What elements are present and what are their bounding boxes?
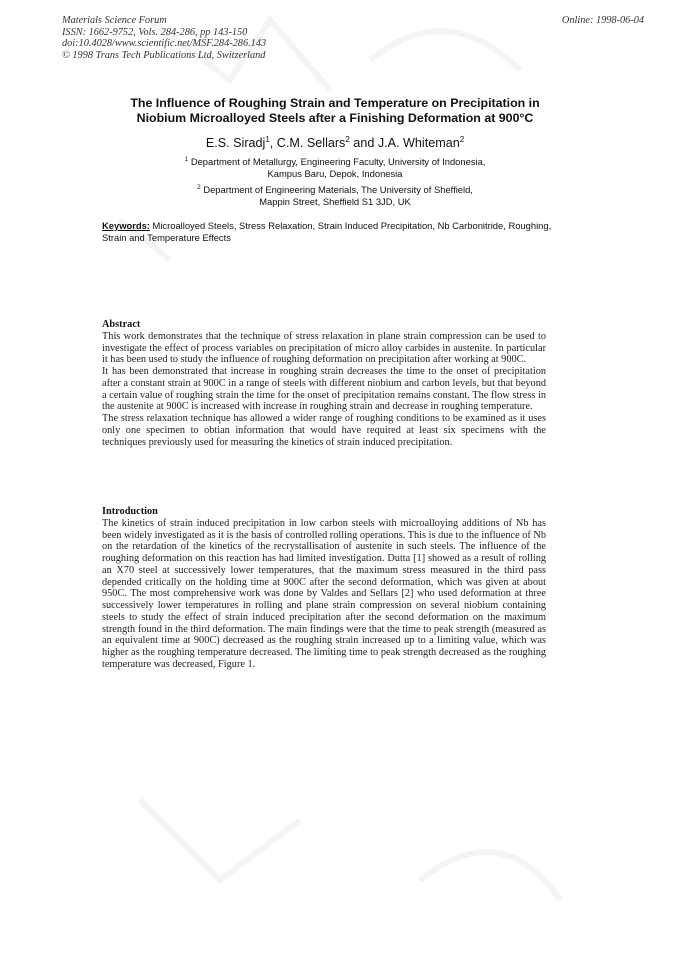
abstract-paragraph: The stress relaxation technique has allowed a wider range of roughing conditions to be examined as it uses only one specimen to obtian information that would have required at least six specimens with the techniques previously used for measuring the kinetics of strain induced precipitation. xyxy=(102,413,546,448)
abstract-section xyxy=(102,319,546,448)
affiliation-mark: 1 xyxy=(184,156,189,163)
author-separator: , xyxy=(269,136,277,150)
author-list xyxy=(60,136,610,151)
author-1: E.S. Siradj xyxy=(205,136,266,150)
author-1-affiliation-mark: 1 xyxy=(265,135,270,144)
affiliation-line: Department of Metallurgy, Engineering Faculty, University of Indonesia, xyxy=(188,156,486,167)
keywords-block xyxy=(102,220,554,244)
publication-header xyxy=(62,15,266,61)
abstract-paragraph: This work demonstrates that the technique of stress relaxation in plane strain compression can be used to investigate the effect of process variables on precipitation of micro alloy carbides in austenite. In particular it has been used to study the influence of roughing deformation on precipitation after working at 900C. xyxy=(102,330,546,366)
author-3: J.A. Whiteman xyxy=(377,136,460,150)
journal-name: Materials Science Forum xyxy=(62,15,167,26)
abstract-paragraph: It has been demonstrated that increase in roughing strain decreases the time to the onset of precipitation after a constant strain at 900C in a range of steels with different niobium and carbon levels, but that beyond a certain value of roughing strain the time for the onset of precipitation remains constant. The flow stress in the austenite at 900C is increased with increase in roughing strain and decrease in roughing temperature. xyxy=(102,366,546,413)
author-3-affiliation-mark: 2 xyxy=(459,135,465,144)
affiliation-line: Mappin Street, Sheffield S1 3JD, UK xyxy=(259,195,411,207)
title-line-2: Niobium Microalloyed Steels after a Finishing Deformation at 900°C xyxy=(136,111,534,125)
affiliation-mark: 2 xyxy=(197,184,201,191)
doi-link[interactable]: doi:10.4028/www.scientific.net/MSF.284-286.143 xyxy=(62,38,267,50)
online-date: Online: 1998-06-04 xyxy=(561,15,644,26)
author-2: C.M. Sellars xyxy=(276,136,346,150)
introduction-section xyxy=(102,506,546,671)
author-separator: and xyxy=(349,136,378,150)
copyright-line: © 1998 Trans Tech Publications Ltd, Switzerland xyxy=(62,49,266,61)
author-2-affiliation-mark: 2 xyxy=(345,135,350,144)
affiliation-line: Department of Engineering Materials, The University of Sheffield, xyxy=(200,184,473,195)
introduction-heading: Introduction xyxy=(102,506,158,517)
introduction-paragraph: The kinetics of strain induced precipitation in low carbon steels with microalloying additions of Nb has been widely investigated as it is the basis of controlled rolling operations. This is due to the influence of Nb on the retardation of the kinetics of the recrystallisation of austenite in such steels. The influence of the roughing deformation on this reaction has had limited investigation. Dutta [1] showed as a result of rolling an X70 steel at successively lower temperatures, that the maximum stress measured in the third pass depended critically on the holding time at 900C after the second deformation, which was given at about 950C. The most comprehensive work was done by Valdes and Sellars [2] who used deformation at three successively lower temperatures in rolling and plane strain compression on several niobium containing steels to study the effect of strain induced precipitation after the second deformation on the maximum strength found in the third deformation. The main findings were that the time to peak strength (measured as an equivalent time at 900C) decreased as the roughing strain increased up to a limiting value, which was higher as the roughing temperature decreased. The limiting time to peak strength decreased as the roughing temperature was decreased, Figure 1. xyxy=(102,517,546,670)
keywords-label: Keywords: xyxy=(102,220,150,231)
title-line-1: The Influence of Roughing Strain and Temperature on Precipitation in xyxy=(130,96,540,110)
abstract-heading: Abstract xyxy=(102,319,141,330)
affiliation-2 xyxy=(60,184,610,207)
keywords-text: Microalloyed Steels, Stress Relaxation, Strain Induced Precipitation, Nb Carbonitride, Roughing, Strain and Temperature Effects xyxy=(102,220,552,243)
issn-line: ISSN: 1662-9752, Vols. 284-286, pp 143-150 xyxy=(62,26,248,38)
affiliation-1 xyxy=(60,156,610,179)
paper-title xyxy=(60,96,610,126)
affiliation-line: Kampus Baru, Depok, Indonesia xyxy=(267,167,403,179)
